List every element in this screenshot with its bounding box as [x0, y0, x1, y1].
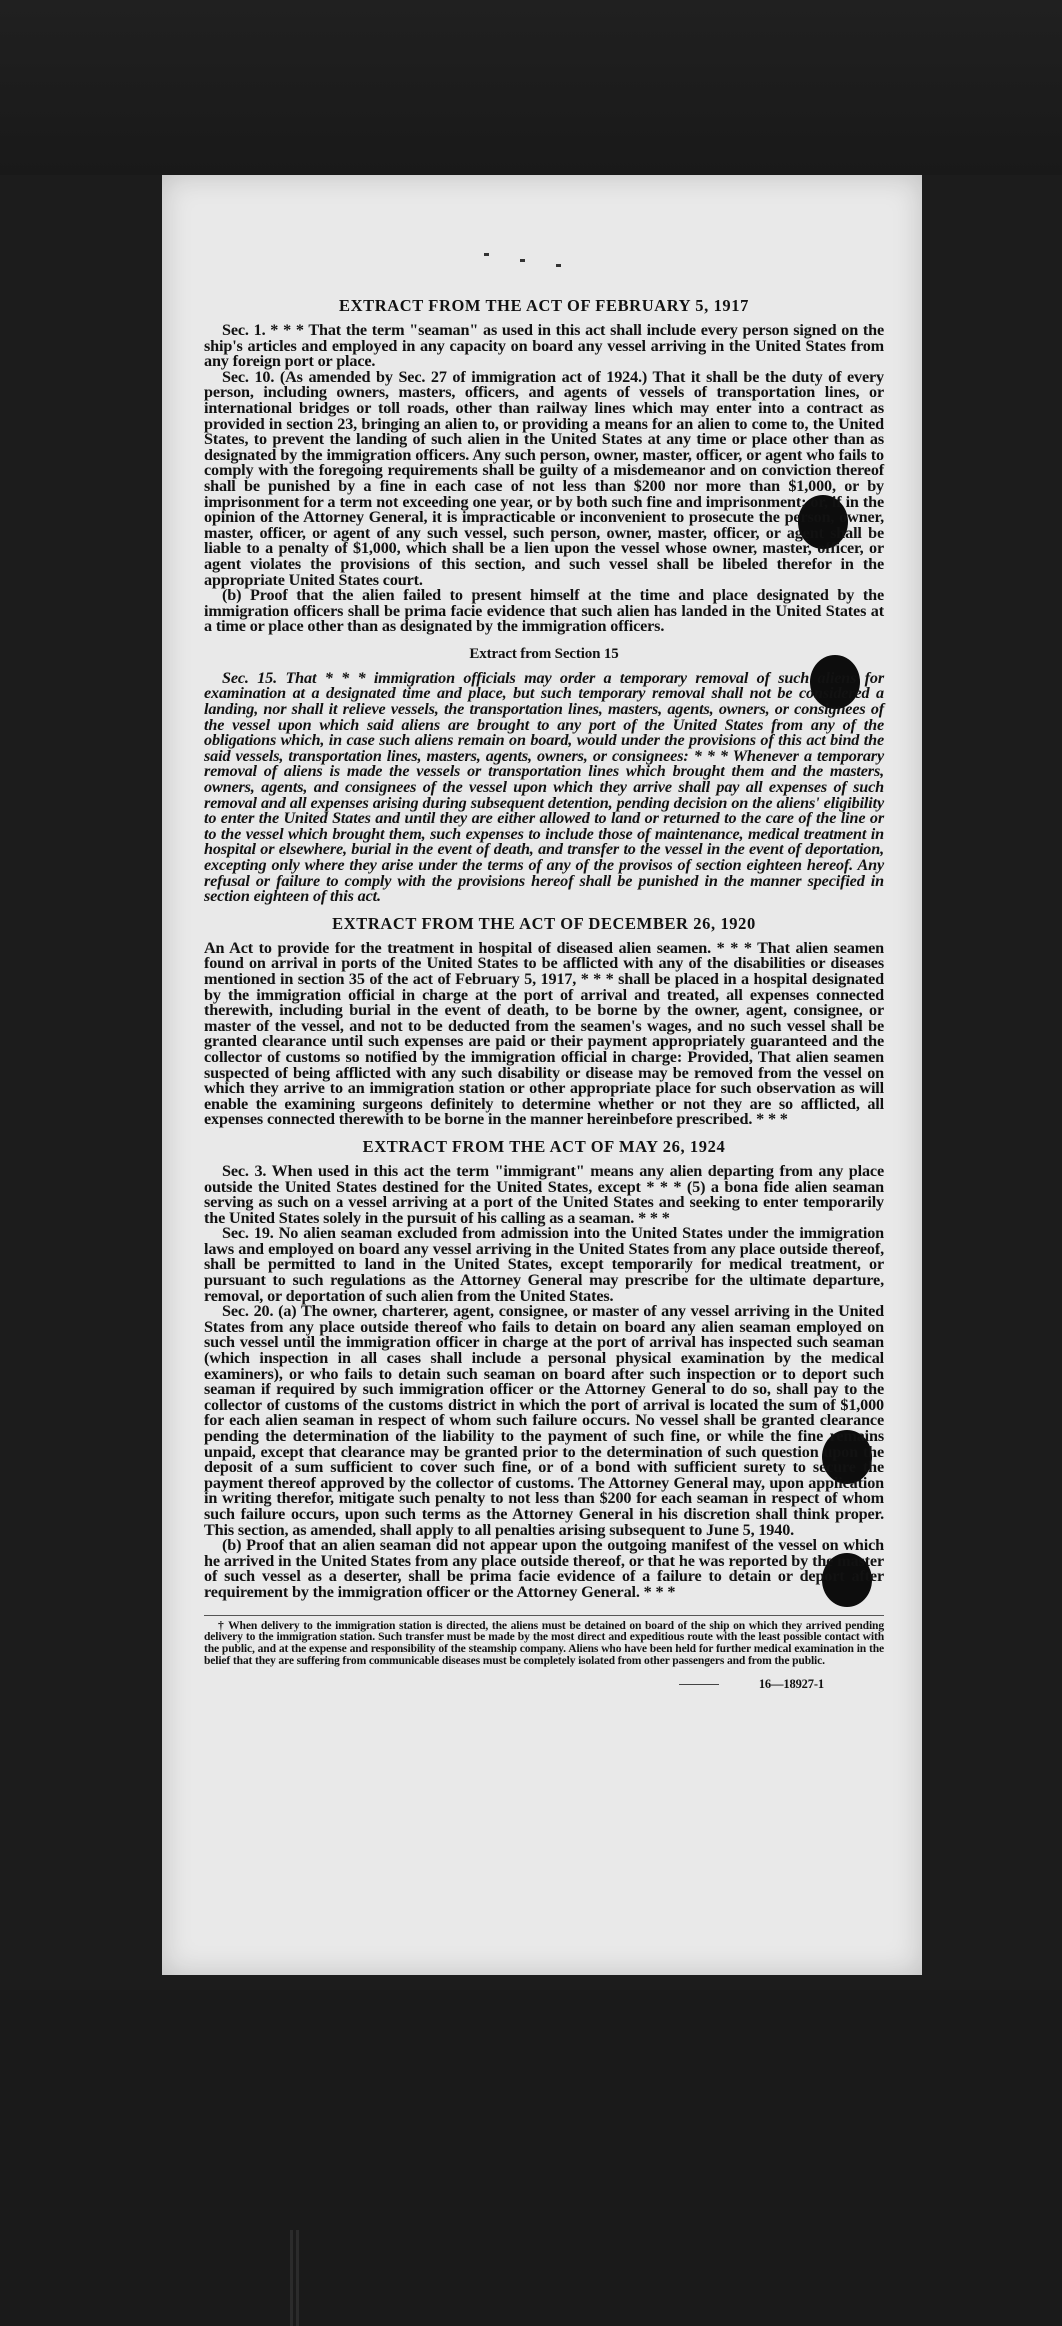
italic-paragraph: Sec. 15. That * * * immigration officials may order a temporary removal of such aliens for examination at a designated time and place, but such temporary removal shall not be considered a landing, nor shall it relieve vessels, the transportation lines, masters, agents, owners, or consignees of the vessel upon which said aliens are brought to any port of the United States from any of the obligations which, in case such aliens remain on board, would under the provisions of this act bind the said vessels, transportation lines, masters, agents, owners, or consignees: * * * Whenever a temporary removal of aliens is made the vessels or transportation lines which brought them and the masters, owners, agents, and consignees of the vessel upon which they arrive shall pay all expenses of such removal and all expenses arising during subsequent detention, pending decision on the aliens' eligibility to enter the United States and until they are either allowed to land or returned to the care of the line or to the vessel which brought them, such expenses to include those of maintenance, medical treatment in hospital or elsewhere, burial in the event of death, and transfer to the vessel in the event of deportation, excepting only where they arise under the terms of any of the provisos of section eighteen hereof. Any refusal or failure to comply with the provisions hereof shall be punished in the manner specified in section eighteen of this act.: [204, 668, 884, 906]
scan-speck: [520, 259, 525, 262]
form-number: 16—18927-1: [758, 1676, 824, 1691]
scan-speck: [556, 264, 561, 267]
short-rule: [679, 1684, 719, 1685]
form-number-line: [204, 1677, 884, 1693]
paragraph: Sec. 10. (As amended by Sec. 27 of immigration act of 1924.) That it shall be the duty of every person, including owners, masters, officers, and agents of vessels of transportation lines, or international bridges or toll roads, other than railway lines which may enter into a contract as provided in section 23, bringing an alien to, or providing a means for an alien to come to, the United States, to prevent the landing of such alien in the United States at any time or place other than as designated by the immigration officers. Any such person, owner, master, officer, or agent who fails to comply with the foregoing requirements shall be guilty of a misdemeanor and on conviction thereof shall be punished by a fine in each case of not less than $200 nor more than $1,000, or by imprisonment for a term not exceeding one year, or by both such fine and imprisonment; or, if in the opinion of the Attorney General, it is impracticable or inconvenient to prosecute the person, owner, master, officer, or agent of any such vessel, such person, owner, master, officer, or agent shall be liable to a penalty of $1,000, which shall be a lien upon the vessel whose owner, master, officer, or agent violates the provisions of this section, and such vessel shall be libeled therefor in the appropriate United States court.: [204, 367, 884, 589]
paragraph: Sec. 19. No alien seaman excluded from admission into the United States under the immigration laws and employed on board any vessel arriving in the United States from any place outside thereof, shall be permitted to land in the United States, except temporarily for medical treatment, or pursuant to such regulations as the Attorney General may prescribe for the ultimate departure, removal, or deportation of such alien from the United States.: [204, 1224, 884, 1305]
paragraph: An Act to provide for the treatment in hospital of diseased alien seamen. * * * That alien seamen found on arrival in ports of the United States to be afflicted with any of the disabilities or diseases mentioned in section 35 of the act of February 5, 1917, * * * shall be placed in a hospital designated by the immigration official in charge at the port of arrival and treated, all expenses connected therewith, including burial in the event of death, to be borne by the owner, agent, consignee, or master of the vessel, and not to be deducted from the seamen's wages, and no such vessel shall be granted clearance until such expenses are paid or their payment appropriately guaranteed and the collector of customs so notified by the immigration official in charge: Provided, That alien seamen suspected of being afflicted with any such disability or disease may be removed from the vessel on which they arrive to an immigration station or other appropriate place for such observation as will enable the examining surgeons definitely to determine whether or not they are so afflicted, all expenses connected therewith to be borne in the manner hereinbefore prescribed. * * *: [204, 938, 884, 1129]
section-heading: EXTRACT FROM THE ACT OF MAY 26, 1924: [362, 1136, 726, 1156]
scan-artifact-line: [296, 2230, 299, 2326]
document-body: [204, 287, 884, 1692]
paragraph: Sec. 3. When used in this act the term "immigrant" means any alien departing from any place outside the United States destined for the United States, except * * * (5) a bona fide alien seaman serving as such on a vessel arriving at a port of the United States and seeking to enter temporarily the United States solely in the pursuit of his calling as a seaman. * * *: [204, 1161, 884, 1227]
footnote: [204, 1615, 884, 1667]
document-page: [162, 175, 922, 1975]
scan-speck: [484, 253, 489, 256]
scan-background-bottom: [0, 1990, 1062, 2326]
paragraph: Sec. 1. * * * That the term "seaman" as used in this act shall include every person signed on the ship's articles and employed in any capacity on board any vessel arriving in the United States from any foreign port or place.: [204, 321, 884, 371]
footnote-text: † When delivery to the immigration station is directed, the aliens must be detained on board of the ship on which they arrived pending delivery to the immigration station. Such transfer must be made by the most direct and expeditious route with the least possible contact with the public, and at the expense and responsibility of the steamship company. Aliens who have been held for further medical examination in the belief that they are suffering from communicable diseases must be completely isolated from other passengers and from the public.: [204, 1618, 884, 1667]
paragraph: (b) Proof that an alien seaman did not appear upon the outgoing manifest of the vessel on which he arrived in the United States from any place outside thereof, or that he was reported by the master of such vessel as a deserter, shall be prima facie evidence of a failure to detain or deport after requirement by the immigration officer or the Attorney General. * * *: [204, 1536, 884, 1601]
scan-background-top: [0, 0, 1062, 175]
paragraph: Sec. 20. (a) The owner, charterer, agent, consignee, or master of any vessel arriving in the United States from any place outside thereof who fails to detain on board any alien seaman employed on such vessel until the immigration officer in charge at the port of arrival has inspected such seaman (which inspection in all cases shall include a personal physical examination by the medical examiners), or who fails to detain such seaman on board after such inspection or to deport such seaman if required by such immigration officer or the Attorney General to do so, shall pay to the collector of customs of the customs district in which the port of arrival is located the sum of $1,000 for each alien seaman in respect of whom such failure occurs. No vessel shall be granted clearance pending the determination of the liability to the payment of such fine, or while the fine remains unpaid, except that clearance may be granted prior to the determination of such question upon the deposit of a sum sufficient to cover such fine, or of a bond with sufficient surety to secure the payment thereof approved by the collector of customs. The Attorney General may, upon application in writing therefor, mitigate such penalty to not less than $200 for each seaman in respect of whom such failure occurs, upon such terms as the Attorney General in his discretion shall think proper. This section, as amended, shall apply to all penalties arising subsequent to June 5, 1940.: [204, 1302, 884, 1539]
section-subheading: Extract from Section 15: [469, 645, 619, 662]
section-heading: EXTRACT FROM THE ACT OF DECEMBER 26, 1920: [332, 913, 756, 933]
scan-artifact-line: [290, 2230, 293, 2326]
section-heading: EXTRACT FROM THE ACT OF FEBRUARY 5, 1917: [339, 296, 749, 315]
paragraph: (b) Proof that the alien failed to present himself at the time and place designated by the immigration officers shall be prima facie evidence that such alien has landed in the United States at a time or place other than as designated by the immigration officers.: [204, 586, 884, 636]
